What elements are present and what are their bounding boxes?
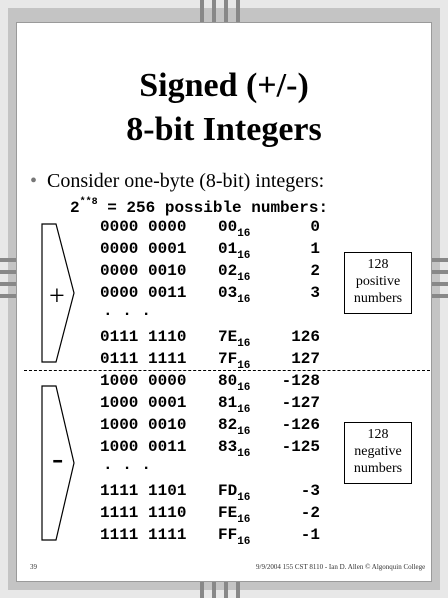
negative-count-box: 128 negative numbers [344, 422, 412, 484]
positive-row-hex: $7E_{16}$ [218, 328, 251, 350]
positive-row-hex: $03_{16}$ [218, 284, 251, 306]
possible-numbers-header: $2^{**8} = 256$ possible numbers: [70, 197, 329, 217]
positive-row-decimal: 3 [310, 284, 320, 302]
positive-row-decimal: 2 [310, 262, 320, 280]
negative-row-decimal: -2 [300, 504, 320, 522]
positive-row-decimal: 0 [310, 218, 320, 236]
negative-row-hex: $82_{16}$ [218, 416, 251, 438]
negative-row-hex: $FF_{16}$ [218, 526, 251, 548]
positive-ellipsis: . . . [103, 302, 152, 320]
positive-row-binary: 0000 0010 [100, 262, 187, 280]
bullet-dot-icon: • [30, 170, 38, 192]
page-number: 39 [30, 563, 37, 571]
negative-row-decimal: -1 [300, 526, 320, 544]
positive-row-binary: 0111 1111 [100, 350, 187, 368]
negative-row-hex: $FE_{16}$ [218, 504, 251, 526]
negative-ellipsis: . . . [103, 456, 152, 474]
negative-row-binary: 1111 1101 [100, 482, 187, 500]
negative-row-decimal: -128 [281, 372, 320, 390]
negative-row-binary: 1000 0010 [100, 416, 187, 434]
footer-text: 9/9/2004 155 CST 8110 - Ian D. Allen © Algonquin College [256, 563, 426, 571]
negative-row-decimal: -3 [300, 482, 320, 500]
positive-row-binary: 0111 1110 [100, 328, 187, 346]
negative-row-decimal: -125 [281, 438, 320, 456]
bullet-item [30, 170, 324, 193]
positive-row-decimal: 127 [291, 350, 320, 368]
negative-row-hex: $81_{16}$ [218, 394, 251, 416]
negative-row-decimal: -126 [281, 416, 320, 434]
minus-sign-icon: - [52, 440, 64, 477]
negative-row-binary: 1111 1110 [100, 504, 187, 522]
negative-row-binary: 1111 1111 [100, 526, 187, 544]
bullet-text: Consider one-byte (8-bit) integers: [47, 170, 325, 192]
slide-title-line1: Signed (+/-) [139, 67, 309, 104]
negative-row-binary: 1000 0001 [100, 394, 187, 412]
negative-row-decimal: -127 [281, 394, 320, 412]
positive-row-hex: $00_{16}$ [218, 218, 251, 240]
negative-row-hex: $FD_{16}$ [218, 482, 251, 504]
slide-title-line2: 8-bit Integers [126, 111, 322, 148]
positive-row-decimal: 1 [310, 240, 320, 258]
positive-row-binary: 0000 0011 [100, 284, 187, 302]
positive-row-hex: $01_{16}$ [218, 240, 251, 262]
positive-row-hex: $02_{16}$ [218, 262, 251, 284]
positive-row-decimal: 126 [291, 328, 320, 346]
negative-row-binary: 1000 0011 [100, 438, 187, 456]
negative-row-binary: 1000 0000 [100, 372, 187, 390]
negative-row-hex: $83_{16}$ [218, 438, 251, 460]
sign-divider-dashed-line [24, 370, 430, 371]
positive-row-hex: $7F_{16}$ [218, 350, 251, 372]
positive-row-binary: 0000 0001 [100, 240, 187, 258]
positive-row-binary: 0000 0000 [100, 218, 187, 236]
positive-count-box: 128 positive numbers [344, 252, 412, 314]
negative-row-hex: $80_{16}$ [218, 372, 251, 394]
plus-sign-icon: + [49, 281, 65, 312]
